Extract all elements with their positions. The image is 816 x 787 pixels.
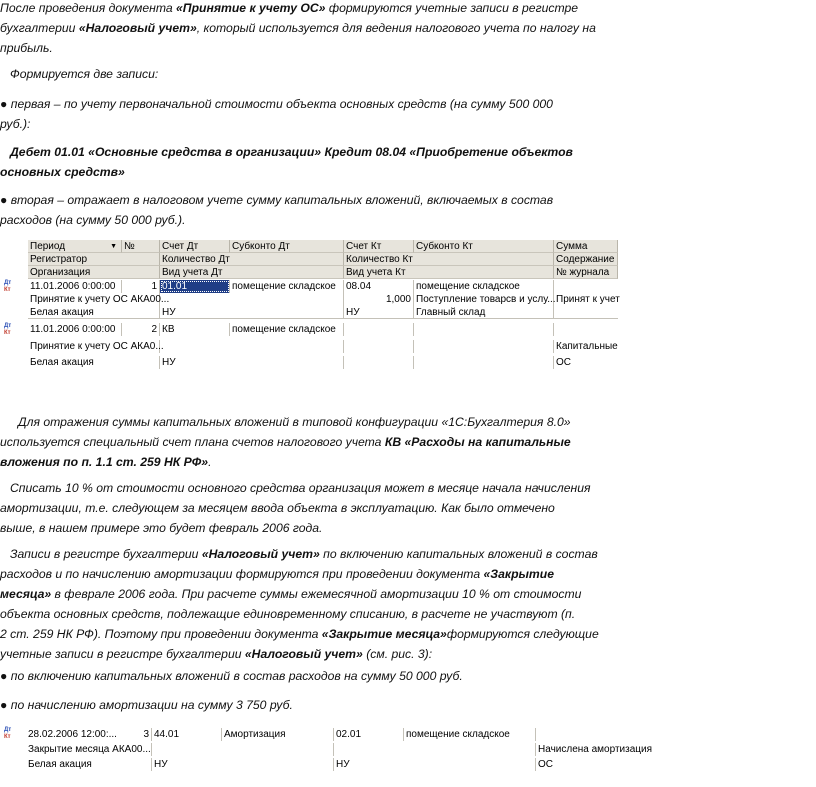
table-cell[interactable]: Белая акация [26,758,152,771]
table-cell[interactable]: ОС [556,357,571,368]
table-cell[interactable]: НУ [160,306,344,319]
col-header-organization[interactable]: Организация [28,266,160,279]
table-cell[interactable] [414,323,554,336]
table-cell[interactable] [554,323,618,336]
table-cell[interactable]: Главный склад [414,306,554,319]
table-cell[interactable]: Капитальные [556,341,618,352]
paragraph-intro: После проведения документа «Принятие к учету ОС» формируются учетные записи в регистре бухгалтерии «Налоговый учет», который используется для ведения налогового учета по налогу на прибыль. [0,1,596,55]
debit-credit-icon: Дт Кт [4,323,12,336]
register-grid-1 [0,240,618,370]
paragraph-write-off: Списать 10 % от стоимости основного средства организация может в месяце начала начисления амортизации, т.е. следующем за месяцем ввода объекта в эксплуатацию. Как было отмечено выше, в нашем примере это будет февраль 2006 года. [0,481,591,535]
col-header-account-kt[interactable]: Счет Кт [344,240,414,253]
table-cell[interactable] [554,280,618,293]
col-header-sum[interactable]: Сумма [554,240,618,253]
table-cell[interactable]: помещение складское [414,280,554,293]
col-header-type-kt[interactable]: Вид учета Кт [344,266,554,279]
paragraph-entry-debit-credit: Дебет 01.01 «Основные средства в организации» Кредит 08.04 «Приобретение объектов основных средств» [0,145,573,179]
col-header-type-dt[interactable]: Вид учета Дт [160,266,344,279]
paragraph-records-closing: Записи в регистре бухгалтерии «Налоговый учет» по включению капитальных вложений в состав расходов и по начислению амортизации формируются при проведении документа «Закрытие месяца» в феврале 2006 года. При расчете суммы ежемесячной амортизации 10 % от стоимости объекта основных средств, подлежащие единовременному списанию, в расчете не участвуют (п. 2 ст. 259 НК РФ). Поэтому при проведении документа «Закрытие месяца»формируются следующие учетные записи в регистре бухгалтерии «Налоговый учет» (см. рис. 3): [0,547,599,661]
table-cell[interactable]: НУ [160,356,344,369]
col-header-subconto-kt[interactable]: Субконто Кт [414,240,554,253]
paragraph-two-records: Формируется две записи: [10,67,159,81]
debit-credit-icon: Дт Кт [4,280,12,293]
paragraph-first-record: ● первая – по учету первоначальной стоимости объекта основных средств (на сумму 500 000 руб.): [0,97,553,131]
table-cell[interactable]: 02.01 [334,728,404,741]
table-cell[interactable]: Поступление товарсв и услу... [416,294,556,305]
paragraph-capital-expense: ● по включению капитальных вложений в состав расходов на сумму 50 000 руб. [0,669,463,683]
register-grid-2 [0,726,652,774]
col-header-period[interactable]: Период ▼ [28,240,122,253]
table-cell[interactable]: НУ [334,758,536,771]
table-cell[interactable] [536,728,618,741]
col-header-registrar[interactable]: Регистратор [28,253,160,266]
table-cell[interactable] [334,743,536,756]
table-cell[interactable]: 08.04 [344,280,414,293]
col-header-content[interactable]: Содержание [554,253,618,266]
table-cell[interactable]: 1 [122,280,160,293]
table-cell[interactable]: помещение складское [230,280,344,293]
table-cell[interactable]: КВ [160,323,230,336]
table-cell[interactable] [344,323,414,336]
table-cell[interactable]: НУ [152,758,334,771]
table-cell[interactable]: 28.02.2006 12:00:... 3 [26,728,152,741]
table-cell[interactable]: помещение складское [404,728,536,741]
table-cell[interactable] [160,293,344,306]
paragraph-depreciation: ● по начислению амортизации на сумму 3 750 руб. [0,698,293,712]
table-cell[interactable] [414,340,554,353]
table-cell[interactable]: Принятие к учету ОС АКА00... [30,294,170,305]
table-cell[interactable] [152,743,334,756]
table-cell[interactable]: 2 [122,323,160,336]
table-cell-selected[interactable]: 01.01 [160,280,230,293]
table-cell[interactable]: 44.01 [152,728,222,741]
table-cell[interactable]: помещение складское [230,323,344,336]
col-header-qty-dt[interactable]: Количество Дт [160,253,344,266]
table-cell[interactable] [160,340,344,353]
col-header-number[interactable]: № [122,240,160,253]
table-cell[interactable]: Принят к учет [556,294,620,305]
table-cell[interactable]: 1,000 [344,293,414,306]
paragraph-kv-account: Для отражения суммы капитальных вложений в типовой конфигурации «1С:Бухгалтерия 8.0» используется специальный счет плана счетов налогового учета КВ «Расходы на капитальные вложения по п. 1.1 ст. 259 НК РФ». [0,415,571,469]
table-cell[interactable] [414,356,554,369]
table-cell[interactable]: ОС [538,759,553,770]
paragraph-second-record: ● вторая – отражает в налоговом учете сумму капитальных вложений, включаемых в состав расходов (на сумму 50 000 руб.). [0,193,554,227]
table-cell[interactable]: 11.01.2006 0:00:00 [28,323,122,336]
table-cell[interactable]: Принятие к учету ОС АКА0... [30,341,164,352]
col-header-account-dt[interactable]: Счет Дт [160,240,230,253]
table-cell[interactable] [554,306,618,319]
table-cell[interactable]: Амортизация [222,728,334,741]
table-cell[interactable]: НУ [344,306,414,319]
table-cell[interactable]: Белая акация [28,306,160,319]
table-cell[interactable]: Начислена амортизация [538,744,652,755]
debit-credit-icon: Дт Кт [4,727,12,740]
table-cell[interactable]: Закрытие месяца АКА00... [28,744,151,755]
table-cell[interactable]: Белая акация [28,356,160,369]
table-cell[interactable] [344,356,414,369]
col-header-subconto-dt[interactable]: Субконто Дт [230,240,344,253]
col-header-qty-kt[interactable]: Количество Кт [344,253,554,266]
col-header-journal[interactable]: № журнала [554,266,618,279]
table-cell[interactable]: 11.01.2006 0:00:00 [28,280,122,293]
table-cell[interactable] [344,340,414,353]
